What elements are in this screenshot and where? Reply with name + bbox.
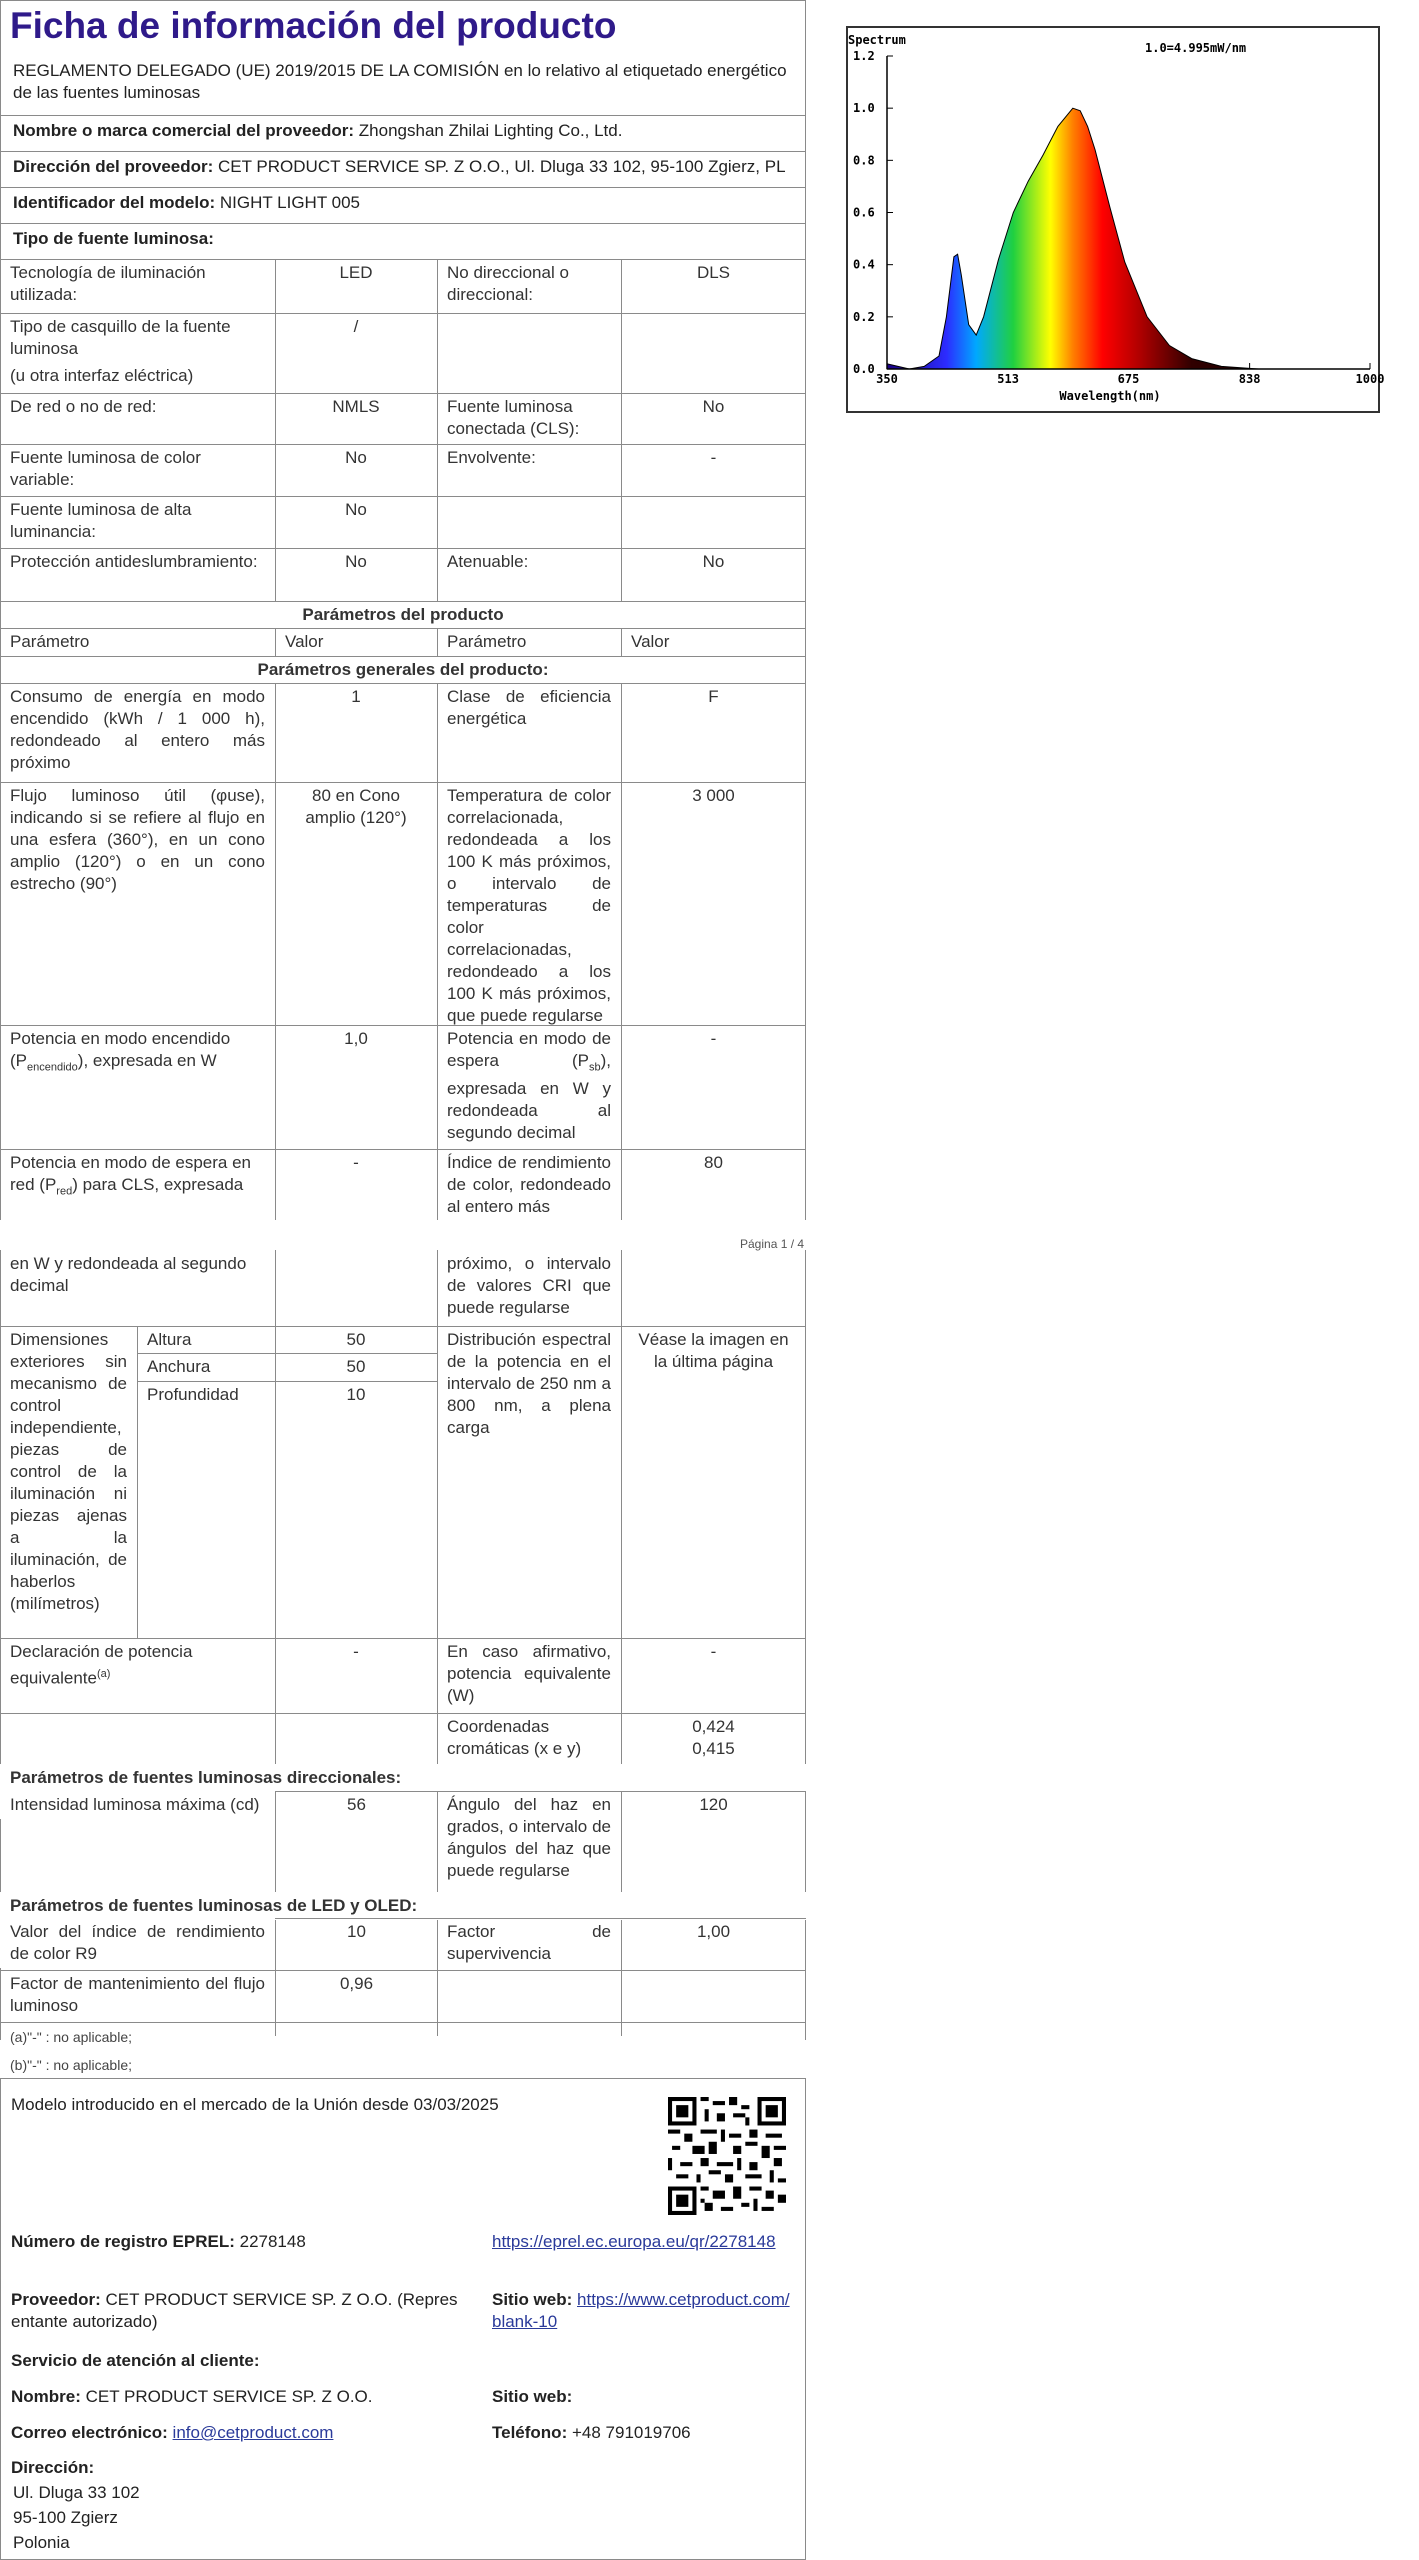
x-tick-label: 838 xyxy=(1238,372,1261,386)
cap-type-label-note: (u otra interfaz eléctrica) xyxy=(10,366,194,385)
supplier-name-label: Nombre o marca comercial del proveedor: xyxy=(13,121,355,140)
col-header-param-1: Parámetro xyxy=(10,632,90,651)
supplier-address-row xyxy=(13,156,798,178)
equivalent-power-value: - xyxy=(353,1642,359,1661)
address-line-3: Polonia xyxy=(13,2533,70,2552)
cri-label: Índice de rendimiento de color, redondeado al entero más xyxy=(447,1153,611,1216)
website-label: Sitio web: xyxy=(492,2290,573,2309)
y-tick-label: 0.0 xyxy=(853,362,875,376)
qr-code-icon[interactable] xyxy=(668,2097,786,2215)
efficiency-class-value: F xyxy=(708,687,719,706)
service-name-row xyxy=(11,2386,373,2408)
equivalent-power-label: Declaración de potencia equivalente$^{(a)}$ xyxy=(10,1642,193,1688)
x-tick-label: 675 xyxy=(1117,372,1140,386)
nondirectional-label: No direccional o direccional: xyxy=(447,263,569,304)
mains-label: De red o no de red: xyxy=(10,397,157,416)
model-label: Identificador del modelo: xyxy=(13,193,216,212)
phone-value: +48 791019706 xyxy=(571,2423,691,2442)
supplier-name-value: Zhongshan Zhilai Lighting Co., Ltd. xyxy=(358,121,623,140)
model-value: NIGHT LIGHT 005 xyxy=(219,193,361,212)
height-label: Altura xyxy=(147,1330,192,1349)
website-row xyxy=(492,2289,792,2333)
cap-type-label-main: Tipo de casquillo de la fuente luminosa xyxy=(10,317,231,358)
eprel-link[interactable]: https://eprel.ec.europa.eu/qr/2278148 xyxy=(492,2232,776,2251)
networked-standby-label-cont: en W y redondeada al segundo decimal xyxy=(10,1254,247,1295)
y-tick-label: 0.2 xyxy=(853,309,875,324)
website-link[interactable]: https://www.cetproduct.com/blank-10 xyxy=(492,2290,790,2331)
chromaticity-x: 0,424 xyxy=(692,1717,735,1736)
email-label: Correo electrónico: xyxy=(11,2423,168,2442)
general-parameters-heading: Parámetros generales del producto: xyxy=(257,660,549,679)
eprel-label: Número de registro EPREL: xyxy=(11,2232,235,2251)
r9-label: Valor del índice de rendimiento de color R9 xyxy=(0,1918,275,1968)
tech-label: Tecnología de iluminación utilizada: xyxy=(10,263,206,304)
x-tick-label: 350 xyxy=(876,372,898,386)
page-number: Página 1 / 4 xyxy=(740,1237,805,1251)
cls-value: No xyxy=(702,397,725,416)
on-mode-power-label: Potencia en modo encendido $(P_{encendido})$, expresada en W xyxy=(10,1029,231,1074)
y-tick-label: 1.2 xyxy=(853,49,875,63)
dimensions-label: Dimensiones exteriores sin mecanismo de control independiente, piezas de control de la iluminación ni piezas ajenas a la iluminación, de haberlos (milímetros) xyxy=(10,1330,127,1613)
networked-standby-label: Potencia en modo de espera en red $(P_{red})$ para CLS, expresada xyxy=(10,1153,252,1198)
x-tick-label: 1000 xyxy=(1355,372,1385,386)
standby-power-value: - xyxy=(710,1029,717,1048)
address-heading: Dirección: xyxy=(11,2458,95,2477)
luminous-flux-value: 80 en Cono amplio (120°) xyxy=(305,786,407,827)
supplier-address-value: CET PRODUCT SERVICE SP. Z O.O., Ul. Dluga 33 102, 95-100 Zgierz, PL xyxy=(218,157,786,176)
width-value: 50 xyxy=(346,1357,366,1376)
email-link[interactable]: info@cetproduct.com xyxy=(172,2423,334,2442)
regulation-text: REGLAMENTO DELEGADO (UE) 2019/2015 DE LA COMISIÓN en lo relativo al etiquetado energético de las fuentes luminosas xyxy=(13,61,787,102)
on-mode-power-value: 1,0 xyxy=(344,1029,368,1048)
y-tick-label: 0.4 xyxy=(853,257,875,272)
service-name-value: CET PRODUCT SERVICE SP. Z O.O. xyxy=(85,2387,373,2406)
cct-value: 3 000 xyxy=(692,786,735,805)
product-parameters-heading: Parámetros del producto xyxy=(302,605,504,624)
high-luminance-label: Fuente luminosa de alta luminancia: xyxy=(10,500,192,541)
dimmable-value: No xyxy=(702,552,725,571)
high-luminance-value: No xyxy=(345,500,367,519)
mains-value: NMLS xyxy=(332,397,380,416)
equivalent-watts-value: - xyxy=(710,1642,717,1661)
address-line-2: 95-100 Zgierz xyxy=(13,2508,118,2527)
lumen-maintenance-value: 0,96 xyxy=(339,1974,374,1993)
spd-value: Véase la imagen en la última página xyxy=(638,1330,789,1371)
colour-tunable-value: No xyxy=(345,448,367,467)
cap-type-value: / xyxy=(353,317,359,336)
email-row xyxy=(11,2422,333,2444)
customer-service-heading: Servicio de atención al cliente: xyxy=(11,2351,260,2370)
peak-intensity-value: 56 xyxy=(347,1795,366,1814)
footnote-b: (b)"-" : no aplicable; xyxy=(10,2057,132,2073)
cri-value: 80 xyxy=(704,1153,723,1172)
luminous-flux-label: Flujo luminoso útil (φuse), indicando si se refiere al flujo en una esfera (360°), en un cono amplio (120°) o en un cono estrecho (90°) xyxy=(10,786,265,893)
supplier-address-label: Dirección del proveedor: xyxy=(13,157,214,176)
eprel-value: 2278148 xyxy=(239,2232,306,2251)
dimmable-label: Atenuable: xyxy=(447,552,529,571)
y-tick-label: 1.0 xyxy=(853,101,875,116)
beam-angle-value: 120 xyxy=(699,1795,728,1814)
page-title: Ficha de información del producto xyxy=(10,5,617,46)
efficiency-class-label: Clase de eficiencia energética xyxy=(447,687,611,728)
cap-type-label xyxy=(0,313,275,390)
col-header-value-1: Valor xyxy=(285,632,324,651)
provider-value: CET PRODUCT SERVICE SP. Z O.O. (Representante autorizado) xyxy=(11,2290,458,2331)
service-name-label: Nombre: xyxy=(11,2387,81,2406)
chart-scale-note: 1.0=4.995mW/nm xyxy=(1145,41,1247,55)
supplier-name-row xyxy=(13,120,798,142)
y-tick-label: 0.8 xyxy=(853,153,875,168)
survival-factor-value: 1,00 xyxy=(696,1922,731,1941)
cct-label: Temperatura de color correlacionada, redondeada a los 100 K más próximos, o intervalo de temperaturas de color correlacionadas, redondeado a los 100 K más próximos, que puede regularse xyxy=(447,786,611,1025)
market-intro-text: Modelo introducido en el mercado de la Unión desde 03/03/2025 xyxy=(11,2095,499,2114)
phone-label: Teléfono: xyxy=(492,2423,568,2442)
energy-consumption-value: 1 xyxy=(351,687,361,706)
service-website-label: Sitio web: xyxy=(492,2387,573,2406)
chromaticity-value xyxy=(621,1713,806,1763)
address-line-1: Ul. Dluga 33 102 xyxy=(13,2483,140,2502)
cls-label: Fuente luminosa conectada (CLS): xyxy=(447,397,580,438)
peak-intensity-label: Intensidad luminosa máxima (cd) xyxy=(0,1791,275,1819)
energy-consumption-label: Consumo de energía en modo encendido (kWh / 1 000 h), redondeado al entero más próximo xyxy=(10,687,265,772)
light-source-type-heading: Tipo de fuente luminosa: xyxy=(13,229,214,248)
led-parameters-heading: Parámetros de fuentes luminosas de LED y OLED: xyxy=(0,1892,806,1920)
depth-label: Profundidad xyxy=(147,1385,239,1404)
survival-factor-label: Factor de supervivencia xyxy=(447,1922,611,1963)
cri-label-cont: próximo, o intervalo de valores CRI que puede regularse xyxy=(447,1254,611,1317)
phone-row xyxy=(492,2422,691,2444)
provider-row xyxy=(11,2289,463,2333)
anti-glare-label: Protección antideslumbramiento: xyxy=(10,552,258,571)
lumen-maintenance-label: Factor de mantenimiento del flujo luminoso xyxy=(10,1974,265,2015)
height-value: 50 xyxy=(346,1330,366,1349)
nondirectional-value: DLS xyxy=(696,263,731,282)
col-header-param-2: Parámetro xyxy=(447,632,527,651)
chart-x-label: Wavelength(nm) xyxy=(1059,389,1161,403)
colour-tunable-label: Fuente luminosa de color variable: xyxy=(10,448,201,489)
col-header-value-2: Valor xyxy=(631,632,670,651)
x-tick-label: 513 xyxy=(997,372,1019,386)
depth-value: 10 xyxy=(346,1385,366,1404)
envelope-value: - xyxy=(710,448,717,467)
r9-value: 10 xyxy=(347,1922,366,1941)
networked-standby-value: - xyxy=(353,1153,359,1172)
eprel-row xyxy=(11,2231,306,2253)
chromaticity-y: 0,415 xyxy=(692,1739,735,1758)
beam-angle-label: Ángulo del haz en grados, o intervalo de ángulos del haz que puede regularse xyxy=(447,1795,611,1880)
spectrum-chart xyxy=(845,24,1385,416)
footnote-a: (a)"-" : no aplicable; xyxy=(10,2029,132,2045)
anti-glare-value: No xyxy=(345,552,367,571)
chromaticity-label: Coordenadas cromáticas (x e y) xyxy=(447,1717,582,1758)
provider-label: Proveedor: xyxy=(11,2290,101,2309)
chart-title: Spectrum xyxy=(848,33,906,47)
width-label: Anchura xyxy=(147,1357,211,1376)
model-row xyxy=(13,192,798,214)
tech-value: LED xyxy=(339,263,373,282)
directional-parameters-heading: Parámetros de fuentes luminosas direccionales: xyxy=(0,1764,806,1792)
y-tick-label: 0.6 xyxy=(853,205,875,220)
spd-label: Distribución espectral de la potencia en el intervalo de 250 nm a 800 nm, a plena carga xyxy=(447,1330,611,1437)
equivalent-watts-label: En caso afirmativo, potencia equivalente (W) xyxy=(447,1642,611,1705)
standby-power-label: Potencia en modo de espera $(P_{sb})$, expresada en W y redondeada al segundo decimal xyxy=(447,1029,611,1143)
envelope-label: Envolvente: xyxy=(447,448,536,467)
